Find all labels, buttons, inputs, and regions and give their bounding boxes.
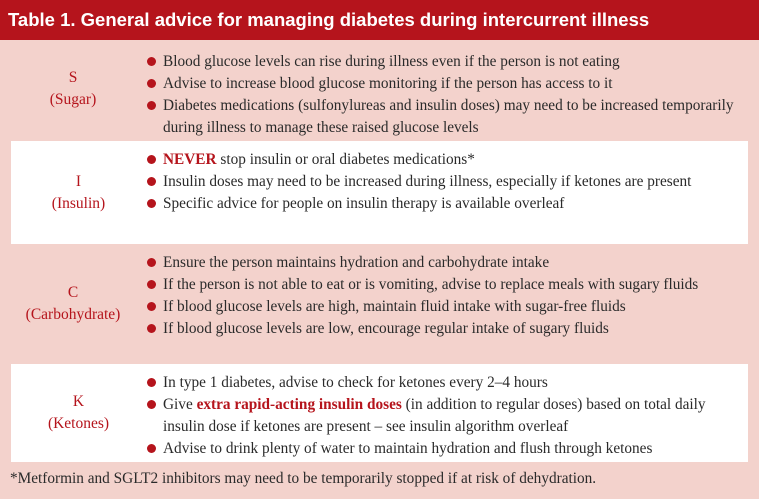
advice-list [146,252,755,340]
bullet-icon [147,378,156,387]
bullet-icon [147,199,156,208]
row-label-sugar [0,40,146,137]
bullet-icon [147,258,156,267]
list-item: If blood glucose levels are low, encourage regular intake of sugary fluids [146,318,755,340]
list-item: Advise to increase blood glucose monitoring if the person has access to it [146,73,755,95]
emphasis-text: NEVER [163,151,217,168]
row-letter: S [68,68,78,86]
bullet-icon [147,79,156,88]
table-row-carbohydrate [0,248,759,360]
list-item: Diabetes medications (sulfonylureas and insulin doses) may need to be increased temporarily during illness to manage these raised glucose levels [146,95,755,139]
bullet-icon [147,155,156,164]
row-name: (Ketones) [47,415,110,432]
table-title: Table 1. General advice for managing diabetes during intercurrent illness [0,0,759,40]
list-item: Ensure the person maintains hydration and carbohydrate intake [146,252,755,274]
bullet-icon [147,444,156,453]
list-item: In type 1 diabetes, advise to check for ketones every 2–4 hours [146,372,744,394]
bullet-icon [147,57,156,66]
list-item: Insulin doses may need to be increased during illness, especially if ketones are present [146,171,744,193]
table-row-sugar [0,40,759,137]
advice-list [146,51,755,139]
row-label-carbohydrate [0,248,146,360]
bullet-icon [147,324,156,333]
row-name: (Carbohydrate) [25,306,121,323]
bullet-icon [147,302,156,311]
bullet-icon [147,280,156,289]
list-item: Give extra rapid-acting insulin doses (in addition to regular doses) based on total daily insulin dose if ketones are present – see insulin algorithm overleaf [146,394,744,438]
row-letter: K [72,393,85,410]
list-item: If blood glucose levels are high, maintain fluid intake with sugar-free fluids [146,296,755,318]
row-name: (Insulin) [51,194,106,212]
row-letter: C [67,284,79,301]
list-item: Specific advice for people on insulin therapy is available overleaf [146,193,744,215]
list-item: Advise to drink plenty of water to maintain hydration and flush through ketones [146,438,744,460]
footnote: *Metformin and SGLT2 inhibitors may need to be temporarily stopped if at risk of dehydration. [10,470,597,487]
bullet-icon [147,400,156,409]
table-row-insulin [11,141,748,244]
list-item: NEVER stop insulin or oral diabetes medications* [146,149,744,171]
table-row-ketones [11,364,748,462]
emphasis-text: extra rapid-acting insulin doses [196,396,402,413]
row-name: (Sugar) [49,90,97,108]
row-label-ketones [11,364,146,462]
advice-list [146,372,744,460]
list-item: If the person is not able to eat or is vomiting, advise to replace meals with sugary fluids [146,274,755,296]
advice-list [146,149,744,215]
list-item: Blood glucose levels can rise during illness even if the person is not eating [146,51,755,73]
row-label-insulin [11,141,146,244]
bullet-icon [147,177,156,186]
bullet-icon [147,101,156,110]
row-letter: I [75,172,82,190]
